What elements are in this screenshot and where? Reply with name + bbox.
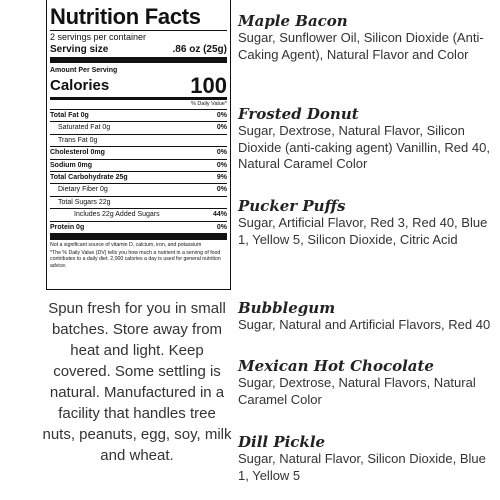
nutrient-name: Total Sugars 22g bbox=[58, 198, 111, 206]
nutrient-percent: 9% bbox=[216, 174, 227, 182]
serving-size-label: Serving size bbox=[50, 44, 109, 55]
flavor-name: Pucker Puffs bbox=[238, 197, 346, 215]
flavor-name: Mexican Hot Chocolate bbox=[238, 357, 434, 375]
calories-value: 100 bbox=[190, 73, 227, 98]
nutrition-footnotes bbox=[50, 240, 227, 269]
servings-per-container: 2 servings per container bbox=[50, 30, 227, 43]
divider-thick bbox=[50, 57, 227, 63]
nutrition-facts-panel bbox=[46, 0, 231, 290]
nutrient-row bbox=[50, 222, 227, 234]
nutrient-name: Sodium 0mg bbox=[50, 161, 93, 169]
flavor-name: Bubblegum bbox=[238, 299, 336, 317]
nutrient-name: Cholesterol 0mg bbox=[50, 149, 105, 157]
flavor-pucker-puffs bbox=[238, 197, 496, 248]
nutrient-row bbox=[50, 184, 227, 196]
nutrient-row bbox=[50, 172, 227, 184]
nutrient-row bbox=[50, 110, 227, 122]
flavor-ingredients: Sugar, Sunflower Oil, Silicon Dioxide (Anti-Caking Agent), Natural Flavor and Color bbox=[238, 30, 484, 62]
flavor-ingredients: Sugar, Artificial Flavor, Red 3, Red 40, Blue 1, Yellow 5, Silicon Dioxide, Citric Acid bbox=[238, 215, 488, 247]
nutrient-percent: 0% bbox=[216, 186, 227, 194]
calories-label: Calories bbox=[50, 77, 110, 94]
flavor-ingredients: Sugar, Natural Flavor, Silicon Dioxide, Blue 1, Yellow 5 bbox=[238, 451, 486, 483]
flavor-frosted-donut bbox=[238, 105, 496, 173]
flavor-ingredients: Sugar, Natural and Artificial Flavors, Red 40 bbox=[238, 317, 491, 332]
footnote-nutrients: Not a significant source of vitamin D, calcium, iron, and potassium bbox=[50, 242, 202, 249]
nutrient-row bbox=[50, 209, 227, 221]
nutrient-row bbox=[50, 147, 227, 159]
nutrient-name: Dietary Fiber 0g bbox=[58, 186, 108, 194]
nutrition-facts-title: Nutrition Facts bbox=[50, 4, 201, 29]
serving-size-row bbox=[50, 43, 227, 56]
nutrient-name: Total Fat 0g bbox=[50, 112, 89, 119]
flavor-dill-pickle bbox=[238, 433, 496, 484]
nutrient-row bbox=[50, 135, 227, 147]
nutrient-percent: 0% bbox=[216, 223, 227, 231]
flavor-mexican-hot-chocolate bbox=[238, 357, 496, 408]
nutrient-name: Includes 22g Added Sugars bbox=[74, 211, 160, 219]
nutrient-percent: 0% bbox=[216, 112, 227, 119]
daily-value-header: % Daily Value* bbox=[50, 100, 227, 110]
flavor-name: Frosted Donut bbox=[238, 105, 359, 123]
nutrient-percent: 0% bbox=[216, 149, 227, 157]
nutrient-name: Trans Fat 0g bbox=[58, 136, 98, 144]
flavor-name: Maple Bacon bbox=[238, 12, 348, 30]
nutrient-row bbox=[50, 197, 227, 209]
flavor-name: Dill Pickle bbox=[238, 433, 326, 451]
nutrient-row bbox=[50, 160, 227, 172]
flavor-ingredients: Sugar, Dextrose, Natural Flavor, Silicon Dioxide (anti-caking agent) Vanillin, Red 40, Natural Caramel Color bbox=[238, 123, 490, 171]
serving-size-value: .86 oz (25g) bbox=[172, 44, 227, 55]
nutrient-percent: 44% bbox=[212, 211, 227, 219]
flavor-maple-bacon bbox=[238, 12, 496, 63]
calories-row bbox=[50, 75, 227, 97]
nutrient-percent: 0% bbox=[216, 161, 227, 169]
flavor-bubblegum bbox=[238, 299, 496, 334]
nutrient-name: Saturated Fat 0g bbox=[58, 124, 111, 132]
nutrient-percent: 0% bbox=[216, 124, 227, 132]
flavor-ingredients: Sugar, Dextrose, Natural Flavors, Natural Caramel Color bbox=[238, 375, 476, 407]
footnote-daily-value: *The % Daily Value (DV) tells you how much a nutrient in a serving of food contributes to a daily diet. 2,000 calories a day is used for general nutrition advice. bbox=[50, 250, 221, 269]
nutrient-name: Protein 0g bbox=[50, 223, 85, 231]
product-description: Spun fresh for you in small batches. Store away from heat and light. Keep covered. Some settling is natural. Manufactured in a facility that handles tree nuts, peanuts, egg, soy, milk and wheat. bbox=[42, 300, 232, 464]
amount-per-serving: Amount Per Serving bbox=[50, 67, 118, 74]
nutrient-row bbox=[50, 122, 227, 134]
nutrient-name: Total Carbohydrate 25g bbox=[50, 174, 128, 182]
